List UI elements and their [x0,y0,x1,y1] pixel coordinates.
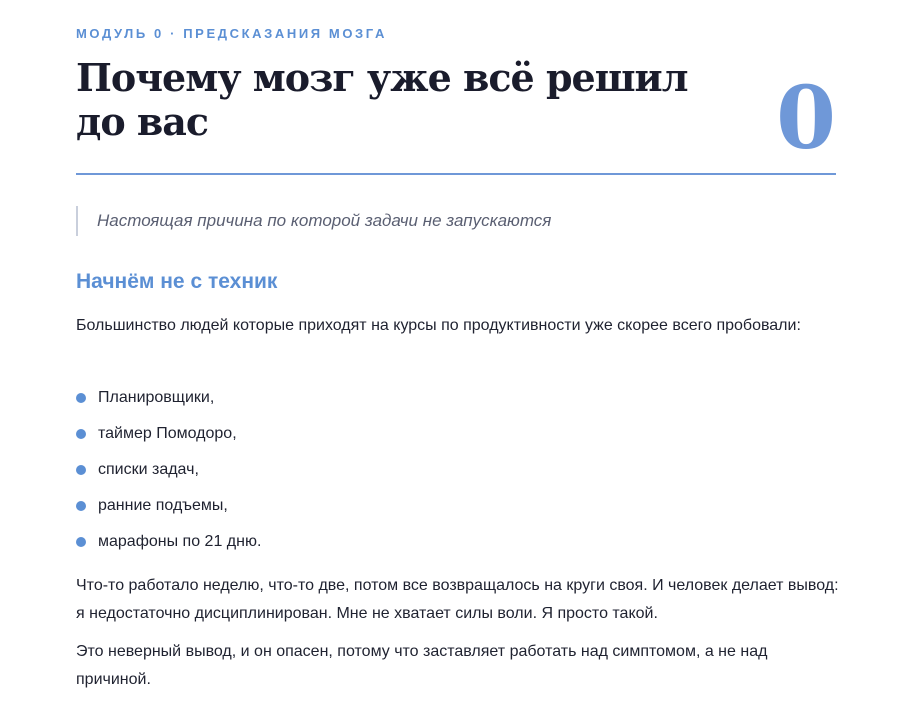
tried-methods-list [76,380,261,560]
page-title: Почему мозг уже всё решил до вас [76,55,688,144]
list-item [76,524,261,560]
list-item-label: списки задач, [98,461,199,478]
results-paragraph: Что-то работало неделю, что-то две, потом все возвращалось на круги своя. И человек делает вывод: я недостаточно дисциплинирован. Мне не хватает силы воли. Я просто такой. [76,577,839,622]
section-heading: Начнём не с техник [76,270,278,293]
list-item-label: Планировщики, [98,389,215,406]
list-item [76,380,261,416]
lesson-subtitle: Настоящая причина по которой задачи не запускаются [76,206,551,236]
list-item [76,452,261,488]
bullet-icon [76,537,86,547]
list-item [76,416,261,452]
list-item-label: таймер Помодоро, [98,425,237,442]
list-item [76,488,261,524]
module-number: 0 [776,68,836,169]
conclusion-paragraph: Это неверный вывод, и он опасен, потому что заставляет работать над симптомом, а не над причиной. [76,643,768,688]
intro-paragraph: Большинство людей которые приходят на курсы по продуктивности уже скорее всего пробовали: [76,317,801,334]
bullet-icon [76,393,86,403]
list-item-label: ранние подъемы, [98,497,228,514]
header-divider [76,173,836,175]
bullet-icon [76,501,86,511]
list-item-label: марафоны по 21 дню. [98,533,262,550]
bullet-icon [76,465,86,475]
module-eyebrow: МОДУЛЬ 0 · ПРЕДСКАЗАНИЯ МОЗГА [76,26,387,41]
bullet-icon [76,429,86,439]
